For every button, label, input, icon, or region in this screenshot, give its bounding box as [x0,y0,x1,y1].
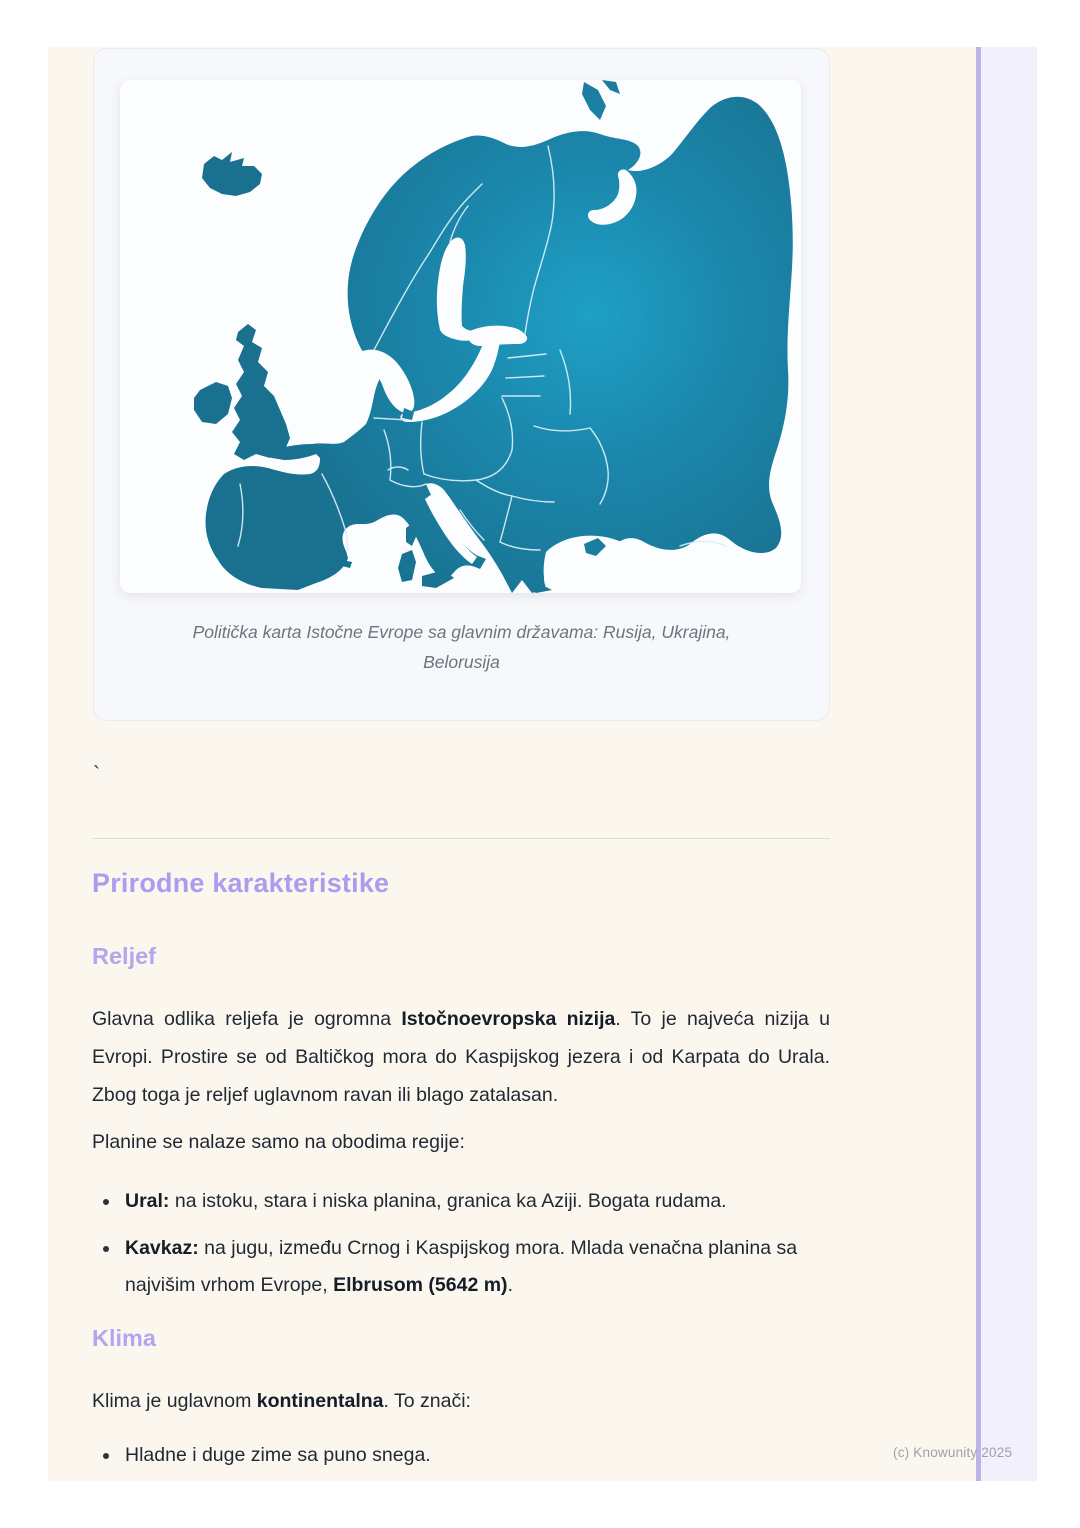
paragraph-relief-text2: . To je najveća nizija u Evropi. Prostire se od Baltičkog mora do Kaspijskog jezera i od Karpata do Urala. Zbog toga je reljef uglavnom ravan ili blago zatalasan. [92,1008,830,1106]
section-divider [92,838,830,839]
bullet-dot [103,1246,109,1252]
subheading-reljef: Reljef [92,943,156,969]
climate-list [92,1437,830,1484]
subheading-klima: Klima [92,1325,156,1351]
list-item-kavkaz [92,1230,830,1304]
bullet-dot [103,1199,109,1205]
europe-political-map-icon [120,80,801,593]
stray-backtick: ` [93,763,100,786]
section-heading: Prirodne karakteristike [92,868,390,898]
paragraph-climate-bold: kontinentalna [256,1390,384,1412]
map-image-frame [120,80,801,593]
paragraph-climate [92,1386,830,1416]
mountains-list [92,1183,830,1314]
list-item-kavkaz-text2: . [507,1274,513,1296]
paragraph-climate-text: Klima je uglavnom [92,1390,257,1412]
figure-caption [94,617,829,677]
figure-caption-line2: Belorusija [423,652,500,672]
paragraph-relief-bold: Istočnoevropska nizija [401,1008,616,1030]
bullet-dot [103,1453,109,1459]
copyright-watermark: (c) Knowunity 2025 [893,1445,1013,1460]
right-accent-strip [981,47,1037,1481]
list-item-ural [92,1183,830,1220]
paragraph-climate-text2: . To znači: [383,1390,471,1412]
list-item-kavkaz-bold: Kavkaz: [125,1237,199,1259]
list-item-winters [92,1437,830,1474]
list-item-kavkaz-bold2: Elbrusom (5642 m) [333,1274,508,1296]
list-item-ural-text: na istoku, stara i niska planina, granica ka Aziji. Bogata rudama. [169,1190,727,1212]
figure-card [93,48,830,721]
paragraph-relief-text: Glavna odlika reljefa je ogromna [92,1008,402,1030]
list-item-ural-bold: Ural: [125,1190,170,1212]
list-item-winters-text: Hladne i duge zime sa puno snega. [125,1444,431,1466]
figure-caption-line1: Politička karta Istočne Evrope sa glavnim državama: Rusija, Ukrajina, [192,622,731,642]
paragraph-relief [92,1000,830,1114]
paragraph-mountains: Planine se nalaze samo na obodima regije: [92,1131,465,1153]
list-item-kavkaz-text: na jugu, između Crnog i Kaspijskog mora. Mlada venačna planina sa najvišim vrhom Evrope, [125,1237,798,1296]
right-accent-line [976,47,981,1481]
